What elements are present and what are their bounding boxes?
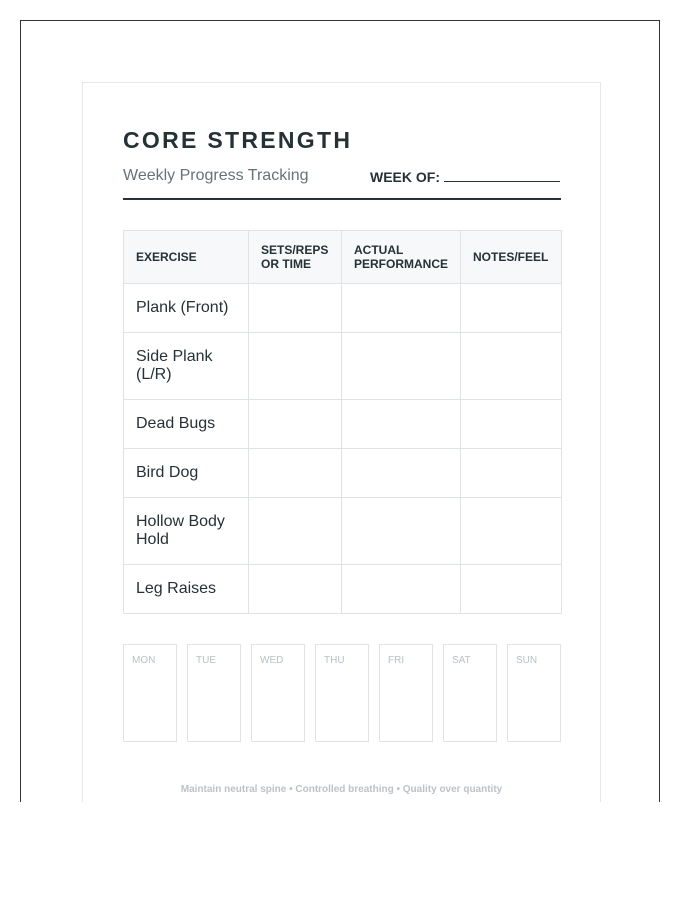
table-row: [124, 498, 562, 565]
actual-performance-cell[interactable]: [342, 400, 461, 449]
notes-cell[interactable]: [461, 565, 562, 614]
document-frame: [20, 20, 660, 802]
notes-cell[interactable]: [461, 449, 562, 498]
exercise-name: Hollow Body Hold: [124, 498, 249, 565]
table-row: [124, 333, 562, 400]
notes-cell[interactable]: [461, 498, 562, 565]
exercise-name: Side Plank (L/R): [124, 333, 249, 400]
table-row: [124, 284, 562, 333]
week-of-blank-line[interactable]: [444, 169, 560, 182]
day-box-sun[interactable]: [507, 644, 561, 742]
column-header-exercise: EXERCISE: [124, 231, 249, 284]
actual-performance-cell[interactable]: [342, 333, 461, 400]
notes-cell[interactable]: [461, 333, 562, 400]
exercise-name: Plank (Front): [124, 284, 249, 333]
day-label: SUN: [516, 655, 538, 666]
day-label: TUE: [196, 655, 216, 666]
column-header-notes: NOTES/FEEL: [461, 231, 562, 284]
sets-reps-cell[interactable]: [249, 400, 342, 449]
page-title: CORE STRENGTH: [123, 127, 353, 153]
actual-performance-cell[interactable]: [342, 449, 461, 498]
exercise-name: Dead Bugs: [124, 400, 249, 449]
day-box-thu[interactable]: [315, 644, 369, 742]
table-row: [124, 565, 562, 614]
day-box-mon[interactable]: [123, 644, 177, 742]
exercise-name: Leg Raises: [124, 565, 249, 614]
day-box-wed[interactable]: [251, 644, 305, 742]
actual-performance-cell[interactable]: [342, 284, 461, 333]
page-subtitle: Weekly Progress Tracking: [123, 167, 309, 184]
weekly-day-tracker: [123, 644, 561, 742]
day-box-fri[interactable]: [379, 644, 433, 742]
day-box-tue[interactable]: [187, 644, 241, 742]
notes-cell[interactable]: [461, 400, 562, 449]
week-of-field[interactable]: [370, 169, 560, 185]
table-row: [124, 449, 562, 498]
actual-performance-cell[interactable]: [342, 565, 461, 614]
actual-performance-cell[interactable]: [342, 498, 461, 565]
day-label: WED: [260, 655, 284, 666]
sets-reps-cell[interactable]: [249, 565, 342, 614]
day-label: SAT: [452, 655, 471, 666]
day-label: THU: [324, 655, 345, 666]
table-header-row: [124, 231, 562, 284]
day-label: MON: [132, 655, 156, 666]
header-divider: [123, 198, 561, 200]
notes-cell[interactable]: [461, 284, 562, 333]
worksheet-page: [82, 82, 601, 802]
exercise-name: Bird Dog: [124, 449, 249, 498]
column-header-actual-performance: ACTUAL PERFORMANCE: [342, 231, 461, 284]
column-header-sets-reps: SETS/REPS OR TIME: [249, 231, 342, 284]
sets-reps-cell[interactable]: [249, 284, 342, 333]
table-row: [124, 400, 562, 449]
week-of-label: WEEK OF:: [370, 169, 440, 185]
exercise-log-table: [123, 230, 562, 614]
sets-reps-cell[interactable]: [249, 333, 342, 400]
day-label: FRI: [388, 655, 405, 666]
sets-reps-cell[interactable]: [249, 498, 342, 565]
sets-reps-cell[interactable]: [249, 449, 342, 498]
footer-tips: Maintain neutral spine • Controlled breathing • Quality over quantity: [180, 784, 503, 795]
day-box-sat[interactable]: [443, 644, 497, 742]
